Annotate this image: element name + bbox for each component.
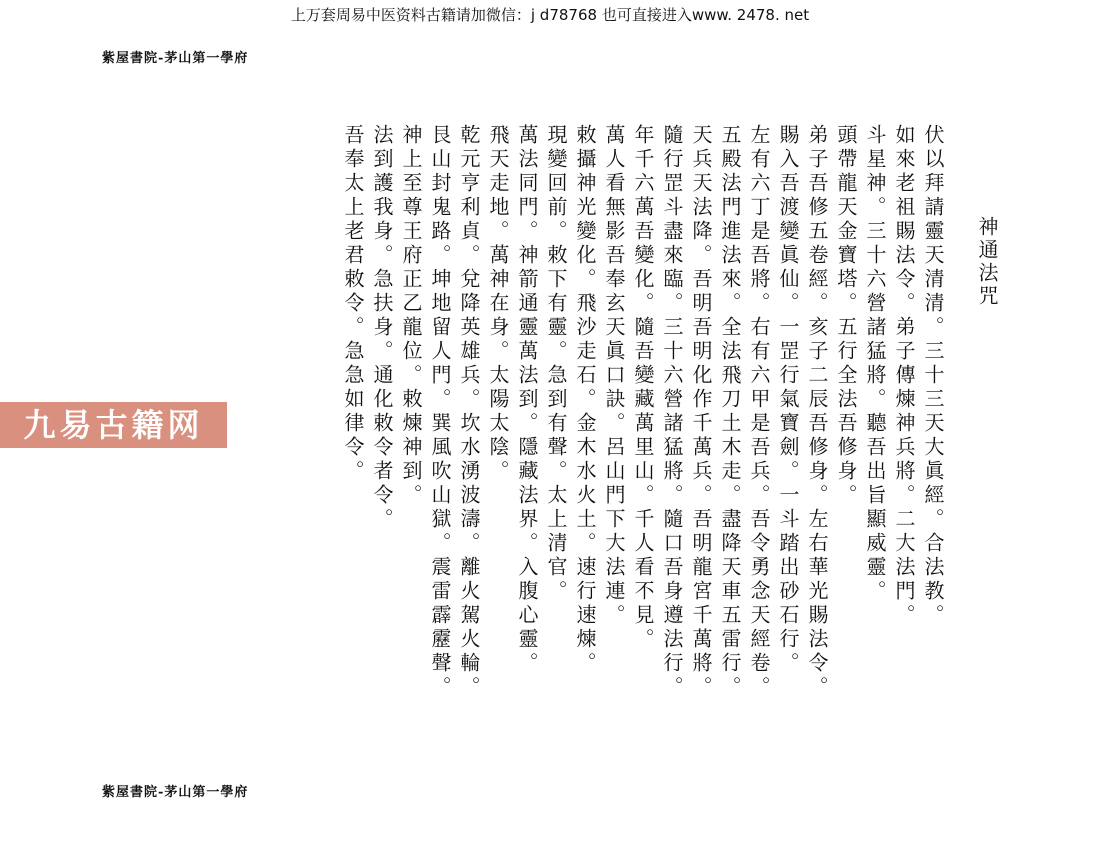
text-column: 弟子吾修五卷經。亥子二辰吾修身。左右華光賜法令。 [805, 124, 829, 700]
footer-publisher-mark: 紫屋書院-茅山第一學府 [102, 785, 249, 800]
page-title: 神通法咒 [975, 216, 999, 308]
text-column: 乾元亨利貞。兌降英雄兵。坎水湧波濤。離火駕火輪。 [457, 124, 481, 700]
text-column: 賜入吾渡變眞仙。一罡行氣寶劍。一斗踏出砂石行。 [776, 124, 800, 676]
text-column: 隨行罡斗盡來臨。三十六營諸猛將。隨口吾身遵法行。 [660, 124, 684, 700]
header-publisher-mark: 紫屋書院-茅山第一學府 [102, 51, 249, 66]
text-column: 如來老祖賜法令。弟子傳煉神兵將。二大法門。 [892, 124, 916, 628]
text-column: 斗星神。三十六營諸猛將。聽吾出旨顯威靈。 [863, 124, 887, 604]
text-column: 萬人看無影吾奉玄天眞口訣。呂山門下大法連。 [602, 124, 626, 628]
text-column: 伏以拜請靈天清清。三十三天大眞經。合法教。 [921, 124, 945, 628]
top-banner: 上万套周易中医资料古籍请加微信：j d78768 也可直接进入www. 2478. net [290, 6, 810, 24]
watermark-logo: 九易古籍网 [0, 402, 227, 448]
text-column: 現變回前。敕下有靈。急到有聲。太上清官。 [544, 124, 568, 604]
text-column: 神上至尊王府正乙龍位。敕煉神到。 [399, 124, 423, 508]
text-column: 法到護我身。急扶身。通化敕令者令。 [370, 124, 394, 532]
text-column: 萬法同門。神箭通靈萬法到。隱藏法界。入腹心靈。 [515, 124, 539, 676]
text-column: 艮山封鬼路。坤地留人門。巽風吹山獄。震雷霹靂聲。 [428, 124, 452, 700]
text-column: 頭帶龍天金寶塔。五行全法吾修身。 [834, 124, 858, 508]
text-column: 飛天走地。萬神在身。太陽太陰。 [486, 124, 510, 484]
text-column: 五殿法門進法來。全法飛刀土木走。盡降天車五雷行。 [718, 124, 742, 700]
text-column: 敕攝神光變化。飛沙走石。金木水火土。速行速煉。 [573, 124, 597, 676]
scripture-text-block [338, 124, 947, 704]
text-column: 吾奉太上老君敕令。急急如律令。 [341, 124, 365, 484]
text-column: 天兵天法降。吾明吾明化作千萬兵。吾明龍宮千萬將。 [689, 124, 713, 700]
text-column: 左有六丁是吾將。右有六甲是吾兵。吾令勇念天經卷。 [747, 124, 771, 700]
text-column: 年千六萬吾變化。隨吾變藏萬里山。千人看不見。 [631, 124, 655, 652]
